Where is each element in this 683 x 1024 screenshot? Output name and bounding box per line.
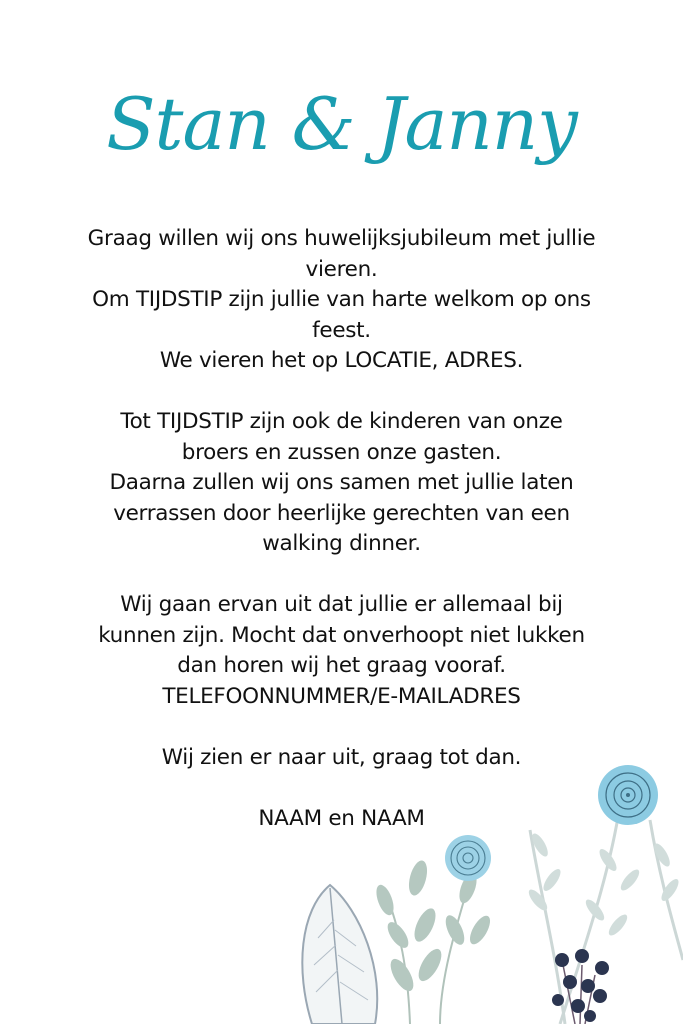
paragraph-spacer: [62, 560, 621, 591]
paragraph-details: [62, 224, 621, 377]
text-line: vieren.: [305, 256, 378, 282]
contact-line: TELEFOONNUMMER/E-MAILADRES: [162, 683, 521, 709]
text-line: feest.: [312, 317, 371, 343]
text-line: Wij gaan ervan uit dat jullie er allemaal bij: [120, 592, 563, 617]
leaf-icon: [373, 859, 494, 1024]
text-line: kunnen zijn. Mocht dat onverhoopt niet lukken: [98, 622, 585, 648]
flower-icon: [445, 835, 491, 881]
flower-icon: [598, 765, 658, 825]
text-line: verrassen door heerlijke gerechten van een: [113, 500, 570, 526]
text-line: Om TIJDSTIP zijn jullie van harte welkom op ons: [92, 287, 591, 312]
couple-names-title: Stan & Janny: [106, 82, 577, 166]
text-line: We vieren het op LOCATIE, ADRES.: [159, 348, 524, 373]
signature-names: NAAM en NAAM: [258, 805, 425, 831]
text-line: Daarna zullen wij ons samen met jullie laten: [109, 470, 574, 495]
text-line: walking dinner.: [262, 531, 421, 556]
leaf-icon: [302, 885, 377, 1024]
paragraph-children-dinner: [62, 407, 621, 560]
paragraph-spacer: [62, 712, 621, 743]
text-line: broers en zussen onze gasten.: [181, 439, 502, 465]
text-line: Wij zien er naar uit, graag tot dan.: [161, 744, 522, 770]
paragraph-spacer: [62, 377, 621, 408]
text-line: dan horen wij het graag vooraf.: [177, 653, 506, 678]
text-line: Tot TIJDSTIP zijn ook de kinderen van onze: [120, 409, 563, 434]
invitation-body: [62, 224, 621, 834]
floral-illustration: [290, 760, 683, 1024]
text-line: Graag willen wij ons huwelijksjubileum met jullie: [87, 226, 596, 251]
paragraph-rsvp: [62, 590, 621, 712]
